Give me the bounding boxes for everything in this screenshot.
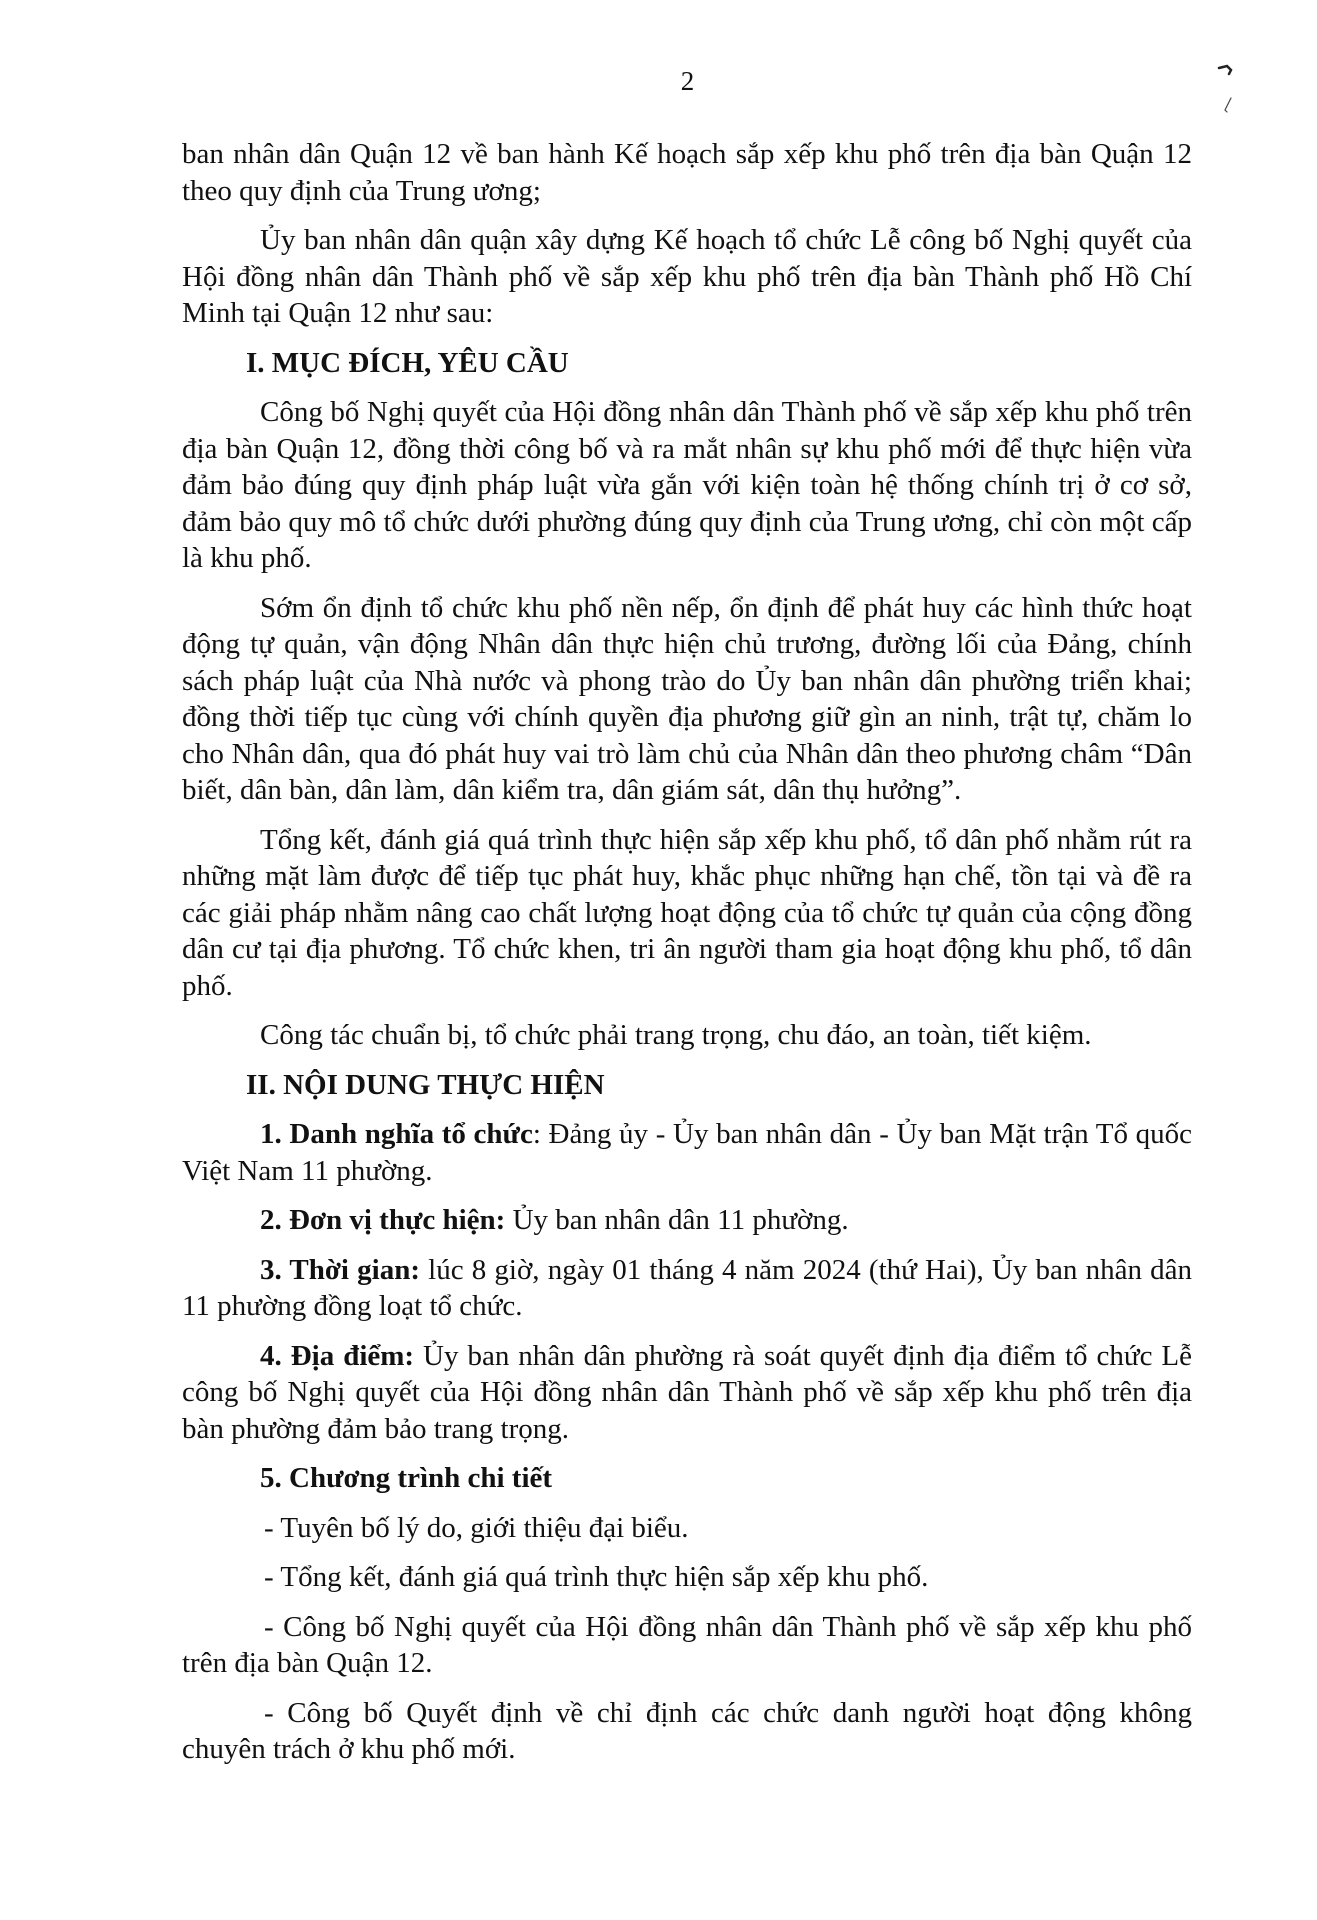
item-organizer — [182, 1116, 1192, 1189]
item-time-text: lúc 8 giờ, ngày 01 tháng 4 năm 2024 (thứ Hai), Ủy ban nhân dân 11 phường đồng loạt tổ chức. — [182, 1253, 1192, 1322]
item-program-heading: 5. Chương trình chi tiết — [260, 1462, 553, 1494]
program-bullet-3: - Công bố Nghị quyết của Hội đồng nhân dân Thành phố về sắp xếp khu phố trên địa bàn Quận 12. — [182, 1610, 1192, 1679]
paragraph-intro: Ủy ban nhân dân quận xây dựng Kế hoạch tổ chức Lễ công bố Nghị quyết của Hội đồng nhân dân Thành phố về sắp xếp khu phố trên địa bàn Thành phố Hồ Chí Minh tại Quận 12 như sau: — [182, 224, 1192, 329]
item-time — [182, 1252, 1192, 1325]
item-unit-label: 2. Đơn vị thực hiện: — [260, 1204, 506, 1236]
margin-pen-marks — [1217, 62, 1247, 132]
paragraph-continuation: ban nhân dân Quận 12 về ban hành Kế hoạch sắp xếp khu phố trên địa bàn Quận 12 theo quy định của Trung ương; — [182, 138, 1192, 207]
item-organizer-text: : Đảng ủy - Ủy ban nhân dân - Ủy ban Mặt trận Tổ quốc Việt Nam 11 phường. — [182, 1118, 1193, 1187]
program-bullet-1: - Tuyên bố lý do, giới thiệu đại biểu. — [264, 1511, 689, 1544]
paragraph-purpose-4: Công tác chuẩn bị, tổ chức phải trang trọng, chu đáo, an toàn, tiết kiệm. — [260, 1019, 1092, 1051]
paragraph-purpose-2: Sớm ổn định tổ chức khu phố nền nếp, ổn định để phát huy các hình thức hoạt động tự quản, vận động Nhân dân thực hiện chủ trương, đường lối của Đảng, chính sách pháp luật của Nhà nước và phong trào do Ủy ban nhân dân phường triển khai; đồng thời tiếp tục cùng với chính quyền địa phương giữ gìn an ninh, trật tự, chăm lo cho Nhân dân, qua đó phát huy vai trò làm chủ của Nhân dân theo phương châm “Dân biết, dân bàn, dân làm, dân kiểm tra, dân giám sát, dân thụ hưởng”. — [182, 591, 1192, 806]
section-heading-2: II. NỘI DUNG THỰC HIỆN — [246, 1068, 605, 1101]
document-body — [182, 136, 1192, 1781]
item-location — [182, 1338, 1192, 1448]
paragraph-purpose-3: Tổng kết, đánh giá quá trình thực hiện sắp xếp khu phố, tổ dân phố nhằm rút ra những mặt làm được để tiếp tục phát huy, khắc phục những hạn chế, tồn tại và đề ra các giải pháp nhằm nâng cao chất lượng hoạt động của tổ chức tự quản của cộng đồng dân cư tại địa phương. Tổ chức khen, tri ân người tham gia hoạt động khu phố, tổ dân phố. — [182, 823, 1192, 1002]
item-organizer-label: 1. Danh nghĩa tổ chức — [260, 1118, 533, 1150]
item-unit — [182, 1202, 1192, 1239]
paragraph-purpose-1: Công bố Nghị quyết của Hội đồng nhân dân Thành phố về sắp xếp khu phố trên địa bàn Quận 12, đồng thời công bố và ra mắt nhân sự khu phố mới để thực hiện vừa đảm bảo đúng quy định pháp luật vừa gắn với kiện toàn hệ thống chính trị ở cơ sở, đảm bảo quy mô tổ chức dưới phường đúng quy định của Trung ương, chỉ còn một cấp là khu phố. — [182, 396, 1192, 574]
item-time-label: 3. Thời gian: — [260, 1253, 420, 1286]
program-bullet-4: - Công bố Quyết định về chỉ định các chức danh người hoạt động không chuyên trách ở khu phố mới. — [182, 1696, 1192, 1765]
item-location-label: 4. Địa điểm: — [260, 1339, 415, 1372]
item-unit-text: Ủy ban nhân dân 11 phường. — [505, 1204, 849, 1236]
section-heading-1: I. MỤC ĐÍCH, YÊU CẦU — [246, 346, 569, 379]
program-bullet-2: - Tổng kết, đánh giá quá trình thực hiện sắp xếp khu phố. — [264, 1561, 929, 1593]
page-number: 2 — [680, 66, 695, 96]
item-location-text: Ủy ban nhân dân phường rà soát quyết định địa điểm tổ chức Lễ công bố Nghị quyết của Hội đồng nhân dân Thành phố về sắp xếp khu phố trên địa bàn phường đảm bảo trang trọng. — [182, 1339, 1192, 1445]
